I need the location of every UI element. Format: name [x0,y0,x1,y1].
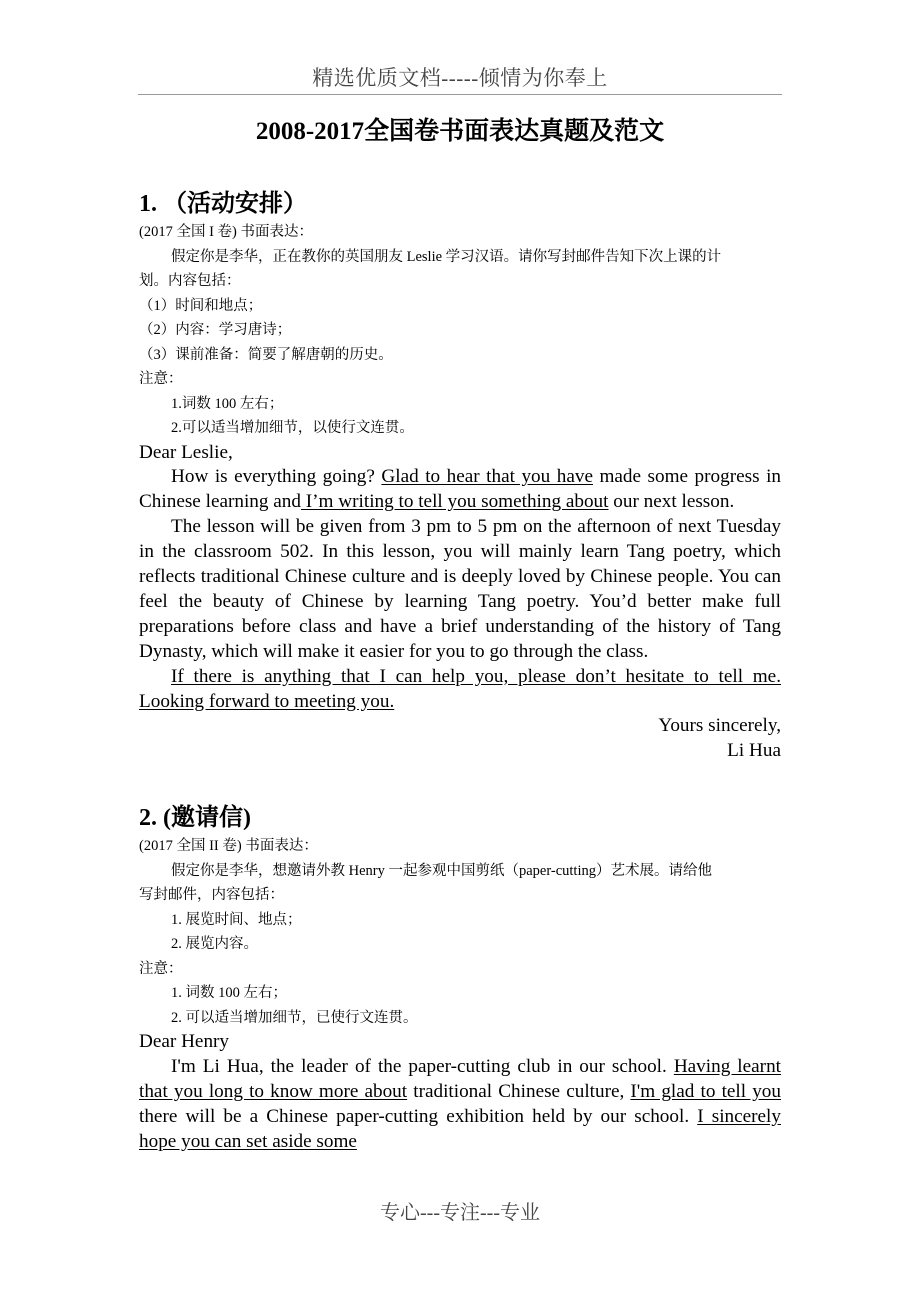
note-item: 1. 词数 100 左右； [171,985,287,1002]
underlined-phrase: Glad to hear that you have [381,466,593,488]
prompt-item: （2）内容：学习唐诗； [139,322,292,338]
document-title: 2008-2017全国卷书面表达真题及范文 [255,118,665,145]
note-item: 2.可以适当增加细节，以使行文连贯。 [171,420,414,436]
note-label: 注意： [139,371,183,387]
underlined-phrase: Having learnt that you long to know more about [139,1056,781,1103]
underlined-phrase: I sincerely hope you can set aside some [139,1106,781,1152]
underlined-phrase: If there is anything that I can help you, please don’t hesitate to tell me. [171,665,781,687]
prompt-item: （1）时间和地点； [139,297,263,314]
document-body [139,112,781,1155]
prompt-text: 假定你是李华，想邀请外教 Henry 一起参观中国剪纸（paper-cutting）艺术展。请给他 [171,862,712,879]
letter-paragraph [139,665,781,715]
prompt-item: （3）课前准备：简要了解唐朝的历史。 [139,346,393,363]
prompt-item: 2. 展览内容。 [171,936,258,953]
section-2-letter [139,1030,781,1155]
page-header: 精选优质文档-----倾情为你奉上 [138,62,782,95]
source-line: (2017 全国 II 卷) 书面表达： [139,838,318,855]
prompt-text-cont: 写封邮件，内容包括： [139,887,284,904]
underlined-phrase: I’m writing to tell you something about [300,491,609,513]
letter-paragraph: How is everything going? Glad to hear that you have made some progress in Chinese learning and I’m writing to tell you something about our next lesson. [139,466,782,513]
prompt-text-cont: 划。内容包括： [139,273,241,289]
underlined-phrase: I'm glad to tell you [630,1081,781,1103]
section-2-heading: 2. (邀请信) [139,805,251,832]
closing: Yours sincerely, [658,715,781,737]
section-1-heading: 1. （活动安排） [139,191,307,217]
letter-paragraph: The lesson will be given from 3 pm to 5 pm on the afternoon of next Tuesday in the classroom 502. In this lesson, you will mainly learn Tang poetry, which reflects traditional Chinese culture and is deeply loved by Chinese people. You can feel the beauty of Chinese by learning Tang poetry. You’d better make full preparations before class and have a brief understanding of the history of Tang Dynasty, which will make it easier for you to go through the class. [139,516,781,662]
section-2-prompt [139,834,781,1030]
section-1-letter [139,441,781,765]
source-line: (2017 全国 I 卷) 书面表达： [139,224,313,240]
page-footer: 专心---专注---专业 [380,1202,540,1224]
note-label: 注意： [139,960,183,977]
section-1-prompt [139,220,781,441]
salutation: Dear Henry [139,1031,230,1053]
underlined-phrase: Looking forward to meeting you. [139,690,395,712]
note-item: 1.词数 100 左右； [171,395,284,412]
letter-paragraph: I'm Li Hua, the leader of the paper-cutting club in our school. Having learnt that you long to know more about traditional Chinese culture, I'm glad to tell you there will be a Chinese paper-cutting exhibition held by our school. I sincerely hope you can set aside some [139,1056,781,1152]
note-item: 2. 可以适当增加细节，已使行文连贯。 [171,1009,418,1026]
prompt-text: 假定你是李华，正在教你的英国朋友 Leslie 学习汉语。请你写封邮件告知下次上课的计 [171,248,722,265]
signature: Li Hua [727,740,781,762]
salutation: Dear Leslie, [139,441,233,463]
prompt-item: 1. 展览时间、地点； [171,911,302,928]
